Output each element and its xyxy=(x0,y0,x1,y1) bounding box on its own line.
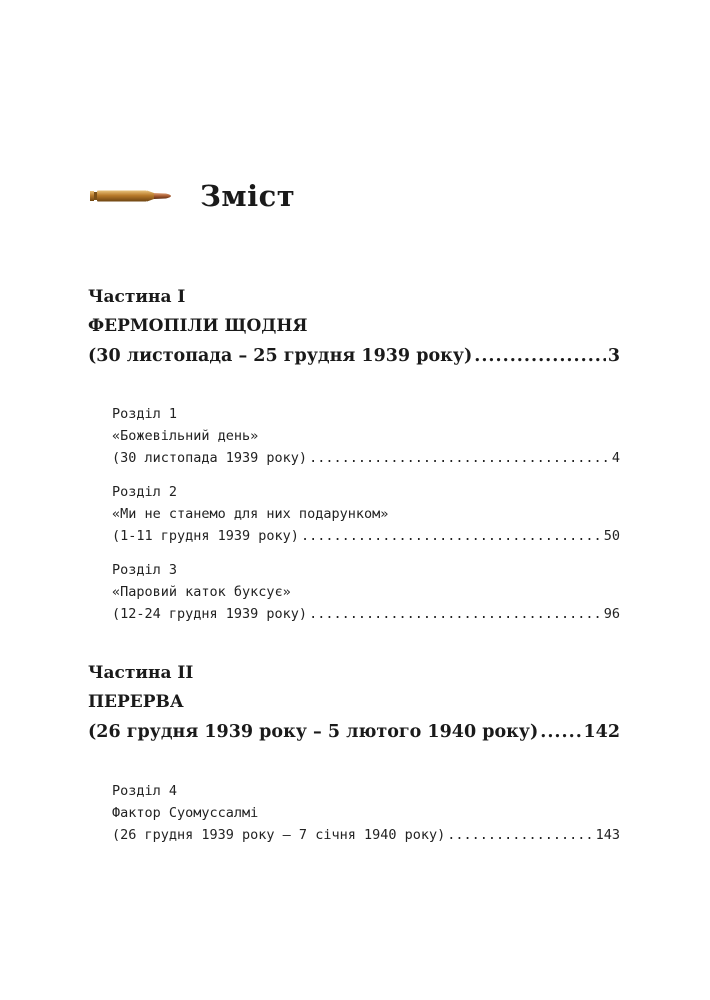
chapter-title: «Ми не станемо для них подарунком» xyxy=(112,506,389,522)
toc-part-1 xyxy=(88,283,620,371)
chapter-label: Розділ 1 xyxy=(112,406,178,422)
dot-leader xyxy=(540,717,581,747)
chapter-label: Розділ 3 xyxy=(112,562,178,578)
page-number: 96 xyxy=(603,606,620,622)
dot-leader xyxy=(309,603,602,625)
chapter-dates-row xyxy=(112,603,620,625)
page-number: 3 xyxy=(607,346,620,366)
page-title: Зміст xyxy=(200,179,296,213)
toc-chapter-2[interactable] xyxy=(112,481,620,547)
page-number: 142 xyxy=(583,722,620,742)
dot-leader xyxy=(301,525,602,547)
chapter-label: Розділ 2 xyxy=(112,484,178,500)
chapter-dates-row xyxy=(112,447,620,469)
chapter-dates-row xyxy=(112,824,620,846)
toc-chapter-3[interactable] xyxy=(112,559,620,625)
page-number: 143 xyxy=(595,827,620,843)
chapter-dates: (1-11 грудня 1939 року) xyxy=(112,528,299,544)
chapter-list xyxy=(88,403,620,625)
table-of-contents xyxy=(88,283,620,846)
toc-entry-part-2[interactable] xyxy=(88,717,620,747)
toc-chapter-4[interactable] xyxy=(112,780,620,846)
chapter-title: «Паровий каток буксує» xyxy=(112,584,291,600)
chapter-dates-row xyxy=(112,525,620,547)
chapter-dates: (12-24 грудня 1939 року) xyxy=(112,606,308,622)
page-number: 50 xyxy=(603,528,620,544)
chapter-dates: (26 грудня 1939 року – 7 січня 1940 року) xyxy=(112,827,446,843)
toc-entry-part-1[interactable] xyxy=(88,341,620,371)
dot-leader xyxy=(474,341,606,371)
part-date-range: (30 листопада – 25 грудня 1939 року) xyxy=(88,346,473,366)
part-title: ФЕРМОПІЛИ ЩОДНЯ xyxy=(88,316,308,336)
chapter-dates: (30 листопада 1939 року) xyxy=(112,450,308,466)
chapter-title: Фактор Суомуссалмі xyxy=(112,805,259,821)
chapter-title: «Божевільний день» xyxy=(112,428,259,444)
part-label: Частина I xyxy=(88,287,186,307)
page-number: 4 xyxy=(611,450,620,466)
bullet-cartridge-icon xyxy=(90,187,176,205)
chapter-list xyxy=(88,780,620,846)
page-heading xyxy=(90,176,295,216)
part-date-range: (26 грудня 1939 року – 5 лютого 1940 року) xyxy=(88,722,539,742)
dot-leader xyxy=(309,447,610,469)
toc-part-2 xyxy=(88,659,620,747)
toc-chapter-1[interactable] xyxy=(112,403,620,469)
dot-leader xyxy=(447,824,593,846)
chapter-label: Розділ 4 xyxy=(112,783,178,799)
part-title: ПЕРЕРВА xyxy=(88,692,184,712)
part-label: Частина II xyxy=(88,663,194,683)
